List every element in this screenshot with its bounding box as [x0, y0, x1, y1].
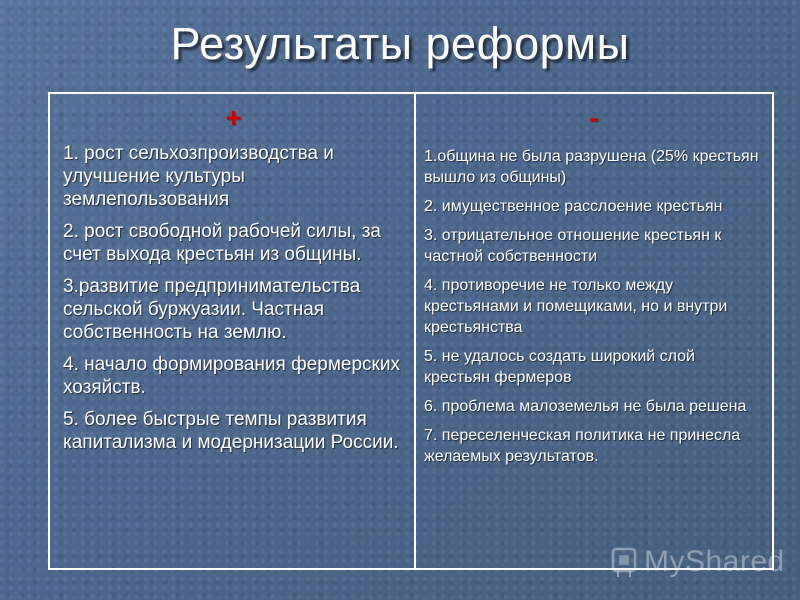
pros-column [50, 94, 416, 568]
pro-item: 3.развитие предпринимательства сельской буржуазии. Частная собственность на землю. [63, 276, 361, 343]
results-table [48, 92, 774, 570]
slide-title: Результаты реформы [170, 18, 630, 69]
minus-header: - [589, 102, 599, 133]
con-item: 4. противоречие не только между крестьянами и помещиками, но и внутри крестьянства [424, 277, 728, 336]
con-item: 1.община не была разрушена (25% крестьян вышло из общины) [424, 148, 759, 186]
con-item: 2. имущественное расслоение крестьян [424, 198, 723, 215]
cons-column [416, 94, 772, 568]
con-item: 3. отрицательное отношение крестьян к частной собственности [424, 227, 722, 265]
plus-header: + [225, 102, 242, 133]
myshared-logo-icon [610, 545, 640, 579]
pro-item: 1. рост сельхозпроизводства и улучшение культуры землепользования [63, 143, 334, 210]
con-item: 6. проблема малоземелья не была решена [424, 398, 747, 415]
watermark [610, 540, 785, 584]
con-item: 7. переселенческая политика не принесла желаемых результатов. [424, 427, 741, 465]
pro-item: 5. более быстрые темпы развития капитализма и модернизации России. [63, 409, 399, 453]
con-item: 5. не удалось создать широкий слой крестьян фермеров [424, 348, 695, 386]
pro-item: 4. начало формирования фермерских хозяйств. [63, 354, 400, 398]
pro-item: 2. рост свободной рабочей силы, за счет выхода крестьян из общины. [63, 221, 381, 265]
watermark-text: MyShared [644, 545, 785, 578]
